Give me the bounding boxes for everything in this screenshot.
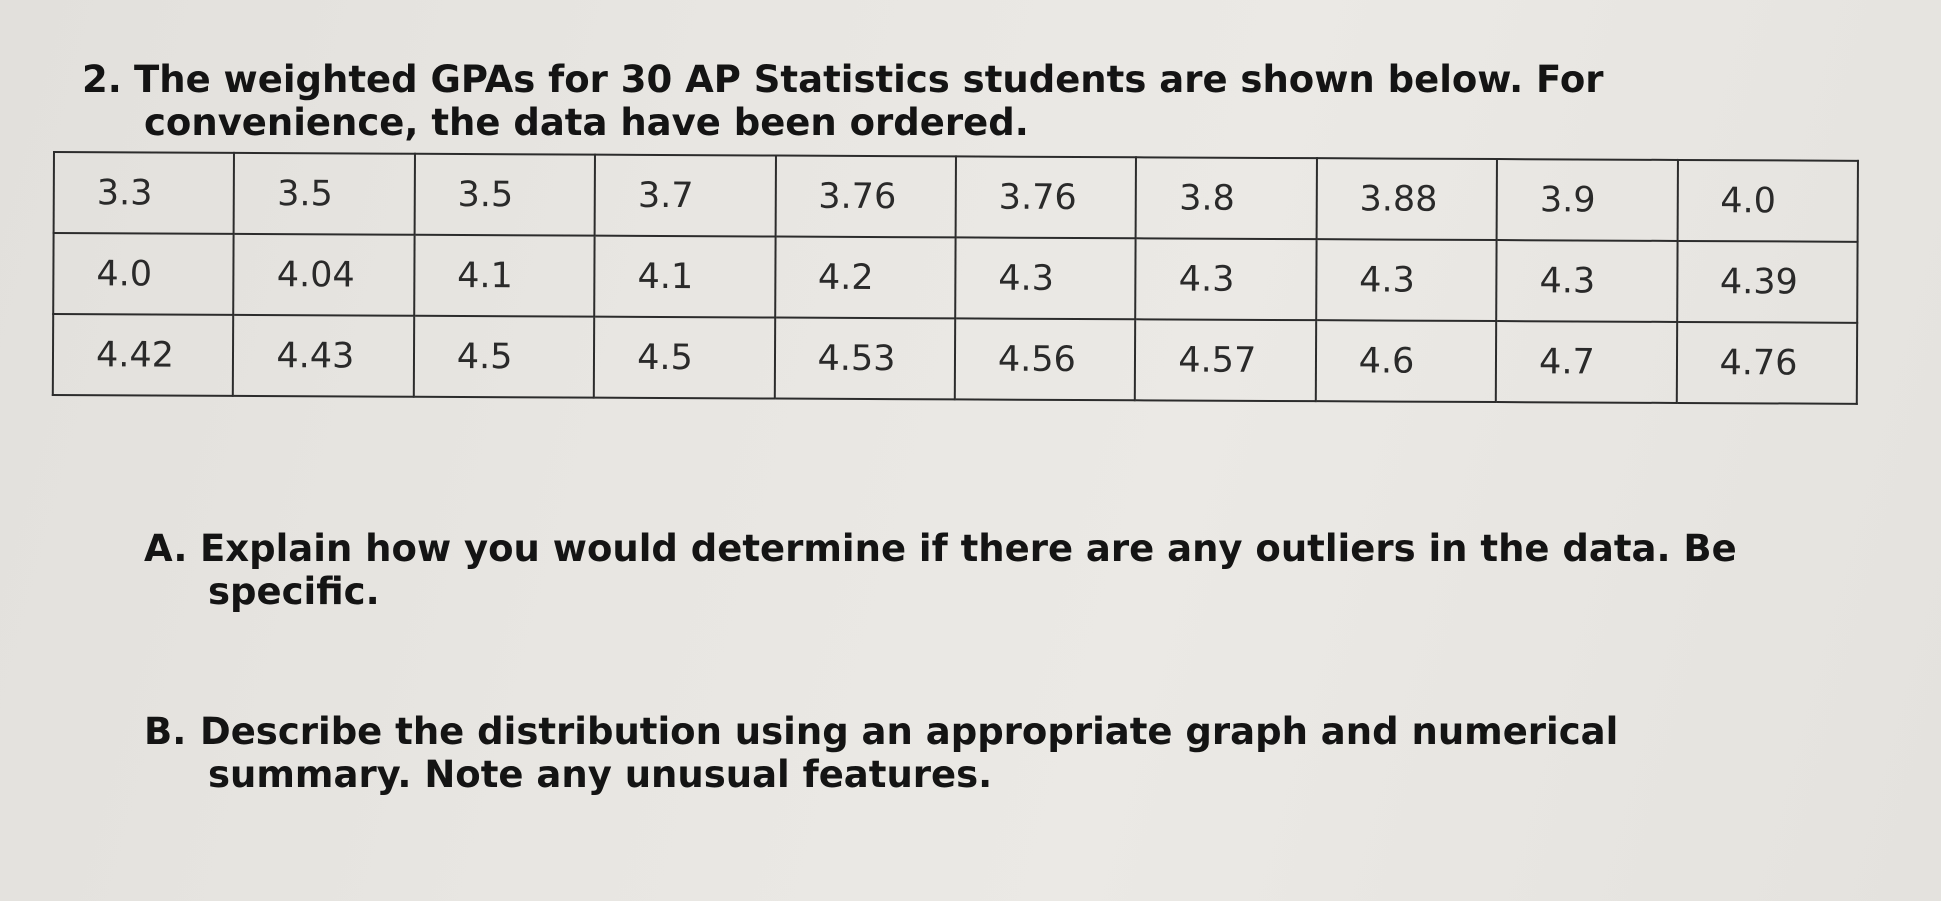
part-b-label: B. — [144, 710, 187, 753]
gpa-cell: 4.57 — [1135, 319, 1316, 401]
gpa-cell: 4.43 — [233, 315, 414, 397]
table-row — [54, 152, 1858, 242]
question-text-line1: The weighted GPAs for 30 AP Statistics students are shown below. For — [134, 58, 1604, 101]
gpa-cell: 3.3 — [54, 152, 235, 234]
gpa-cell: 4.56 — [955, 318, 1136, 400]
gpa-cell: 4.5 — [594, 317, 775, 399]
part-b-prompt — [144, 710, 1744, 796]
gpa-cell: 4.04 — [234, 234, 415, 316]
gpa-data-table — [52, 151, 1859, 405]
part-a-line2: specific. — [208, 570, 380, 613]
gpa-cell: 4.6 — [1316, 320, 1497, 402]
question-text-line2: convenience, the data have been ordered. — [144, 101, 1029, 144]
table-row — [53, 233, 1857, 323]
gpa-cell: 3.8 — [1136, 157, 1317, 239]
gpa-cell: 4.3 — [1496, 240, 1677, 322]
gpa-cell: 4.76 — [1676, 322, 1857, 404]
gpa-cell: 3.88 — [1316, 158, 1497, 240]
question-line-1 — [82, 58, 1642, 101]
question-prompt — [82, 58, 1642, 144]
gpa-cell: 4.1 — [414, 235, 595, 317]
gpa-cell: 4.2 — [775, 237, 956, 319]
gpa-cell: 4.42 — [53, 314, 234, 396]
gpa-cell: 3.76 — [775, 156, 956, 238]
gpa-cell: 3.7 — [595, 155, 776, 237]
gpa-cell: 4.39 — [1677, 241, 1858, 323]
part-b-line1: Describe the distribution using an appropriate graph and numerical — [200, 710, 1619, 753]
gpa-cell: 4.0 — [53, 233, 234, 315]
gpa-cell: 4.3 — [955, 237, 1136, 319]
gpa-cell: 4.3 — [1316, 239, 1497, 321]
table-row — [53, 314, 1857, 404]
gpa-cell: 4.5 — [414, 316, 595, 398]
gpa-cell: 3.9 — [1497, 159, 1678, 241]
gpa-cell: 4.0 — [1677, 160, 1858, 242]
gpa-cell: 3.5 — [414, 154, 595, 236]
part-a-label: A. — [144, 527, 188, 570]
question-number: 2. — [82, 58, 122, 101]
part-a-prompt — [144, 527, 1744, 613]
gpa-cell: 4.3 — [1136, 238, 1317, 320]
part-b-line2: summary. Note any unusual features. — [208, 753, 993, 796]
gpa-cell: 3.5 — [234, 153, 415, 235]
gpa-cell: 4.1 — [594, 236, 775, 318]
gpa-cell: 4.7 — [1496, 321, 1677, 403]
gpa-cell: 4.53 — [774, 318, 955, 400]
part-a-line1: Explain how you would determine if there are any outliers in the data. Be — [200, 527, 1737, 570]
gpa-cell: 3.76 — [956, 156, 1137, 238]
